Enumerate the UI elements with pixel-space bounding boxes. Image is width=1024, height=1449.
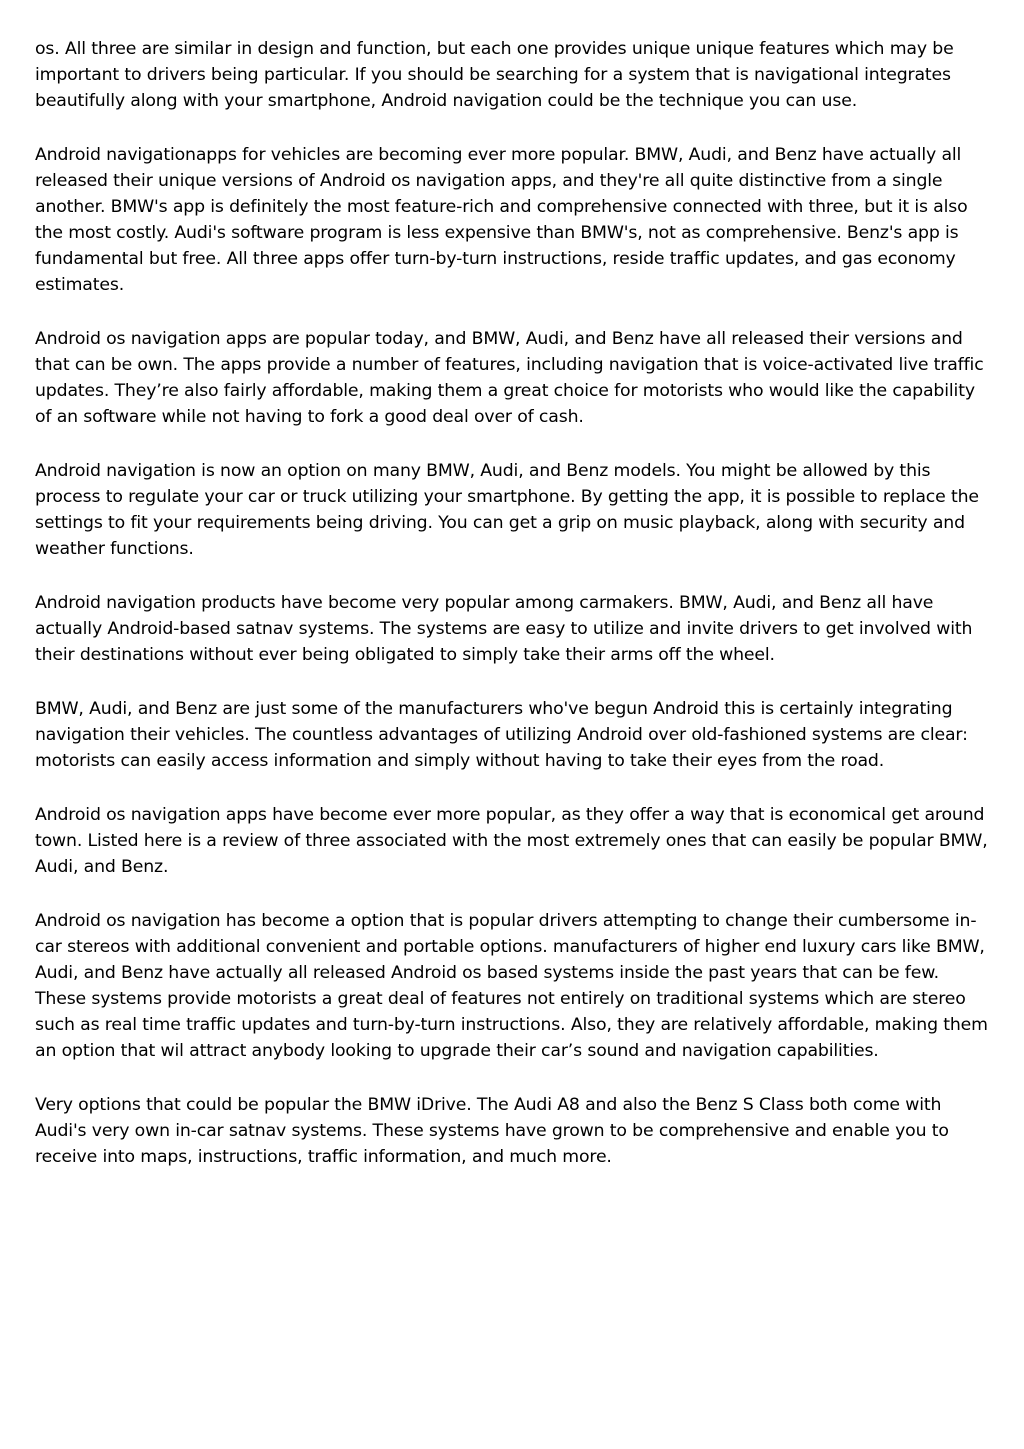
- document-body: [35, 36, 995, 1198]
- paragraph-1: os. All three are similar in design and function, but each one provides unique unique features which may be important to drivers being particular. If you should be searching for a system that is navigational integrates beautifully along with your smartphone, Android navigation could be the technique you can use.: [35, 39, 954, 111]
- paragraph-6: BMW, Audi, and Benz are just some of the manufacturers who've begun Android this is certainly integrating navigation their vehicles. The countless advantages of utilizing Android over old-fashioned systems are clear: motorists can easily access information and simply without having to take their eyes from the road.: [35, 699, 968, 771]
- paragraph-7: Android os navigation apps have become ever more popular, as they offer a way that is economical get around town. Listed here is a review of three associated with the most extremely ones that can easily be popular BMW, Audi, and Benz.: [35, 805, 988, 877]
- paragraph-9: Very options that could be popular the BMW iDrive. The Audi A8 and also the Benz S Class both come with Audi's very own in-car satnav systems. These systems have grown to be comprehensive and enable you to receive into maps, instructions, traffic information, and much more.: [35, 1095, 949, 1167]
- paragraph-3: Android os navigation apps are popular today, and BMW, Audi, and Benz have all released their versions and that can be own. The apps provide a number of features, including navigation that is voice-activated live traffic updates. They’re also fairly affordable, making them a great choice for motorists who would like the capability of an software while not having to fork a good deal over of cash.: [35, 329, 984, 427]
- paragraph-4: Android navigation is now an option on many BMW, Audi, and Benz models. You might be allowed by this process to regulate your car or truck utilizing your smartphone. By getting the app, it is possible to replace the settings to fit your requirements being driving. You can get a grip on music playback, along with security and weather functions.: [35, 461, 979, 559]
- paragraph-8: Android os navigation has become a option that is popular drivers attempting to change their cumbersome in-car stereos with additional convenient and portable options. manufacturers of higher end luxury cars like BMW, Audi, and Benz have actually all released Android os based systems inside the past years that can be few. These systems provide motorists a great deal of features not entirely on traditional systems which are stereo such as real time traffic updates and turn-by-turn instructions. Also, they are relatively affordable, making them an option that wil attract anybody looking to upgrade their car’s sound and navigation capabilities.: [35, 911, 988, 1061]
- paragraph-2: Android navigationapps for vehicles are becoming ever more popular. BMW, Audi, and Benz have actually all released their unique versions of Android os navigation apps, and they're all quite distinctive from a single another. BMW's app is definitely the most feature-rich and comprehensive connected with three, but it is also the most costly. Audi's software program is less expensive than BMW's, not as comprehensive. Benz's app is fundamental but free. All three apps offer turn-by-turn instructions, reside traffic updates, and gas economy estimates.: [35, 145, 968, 295]
- paragraph-5: Android navigation products have become very popular among carmakers. BMW, Audi, and Benz all have actually Android-based satnav systems. The systems are easy to utilize and invite drivers to get involved with their destinations without ever being obligated to simply take their arms off the wheel.: [35, 593, 973, 665]
